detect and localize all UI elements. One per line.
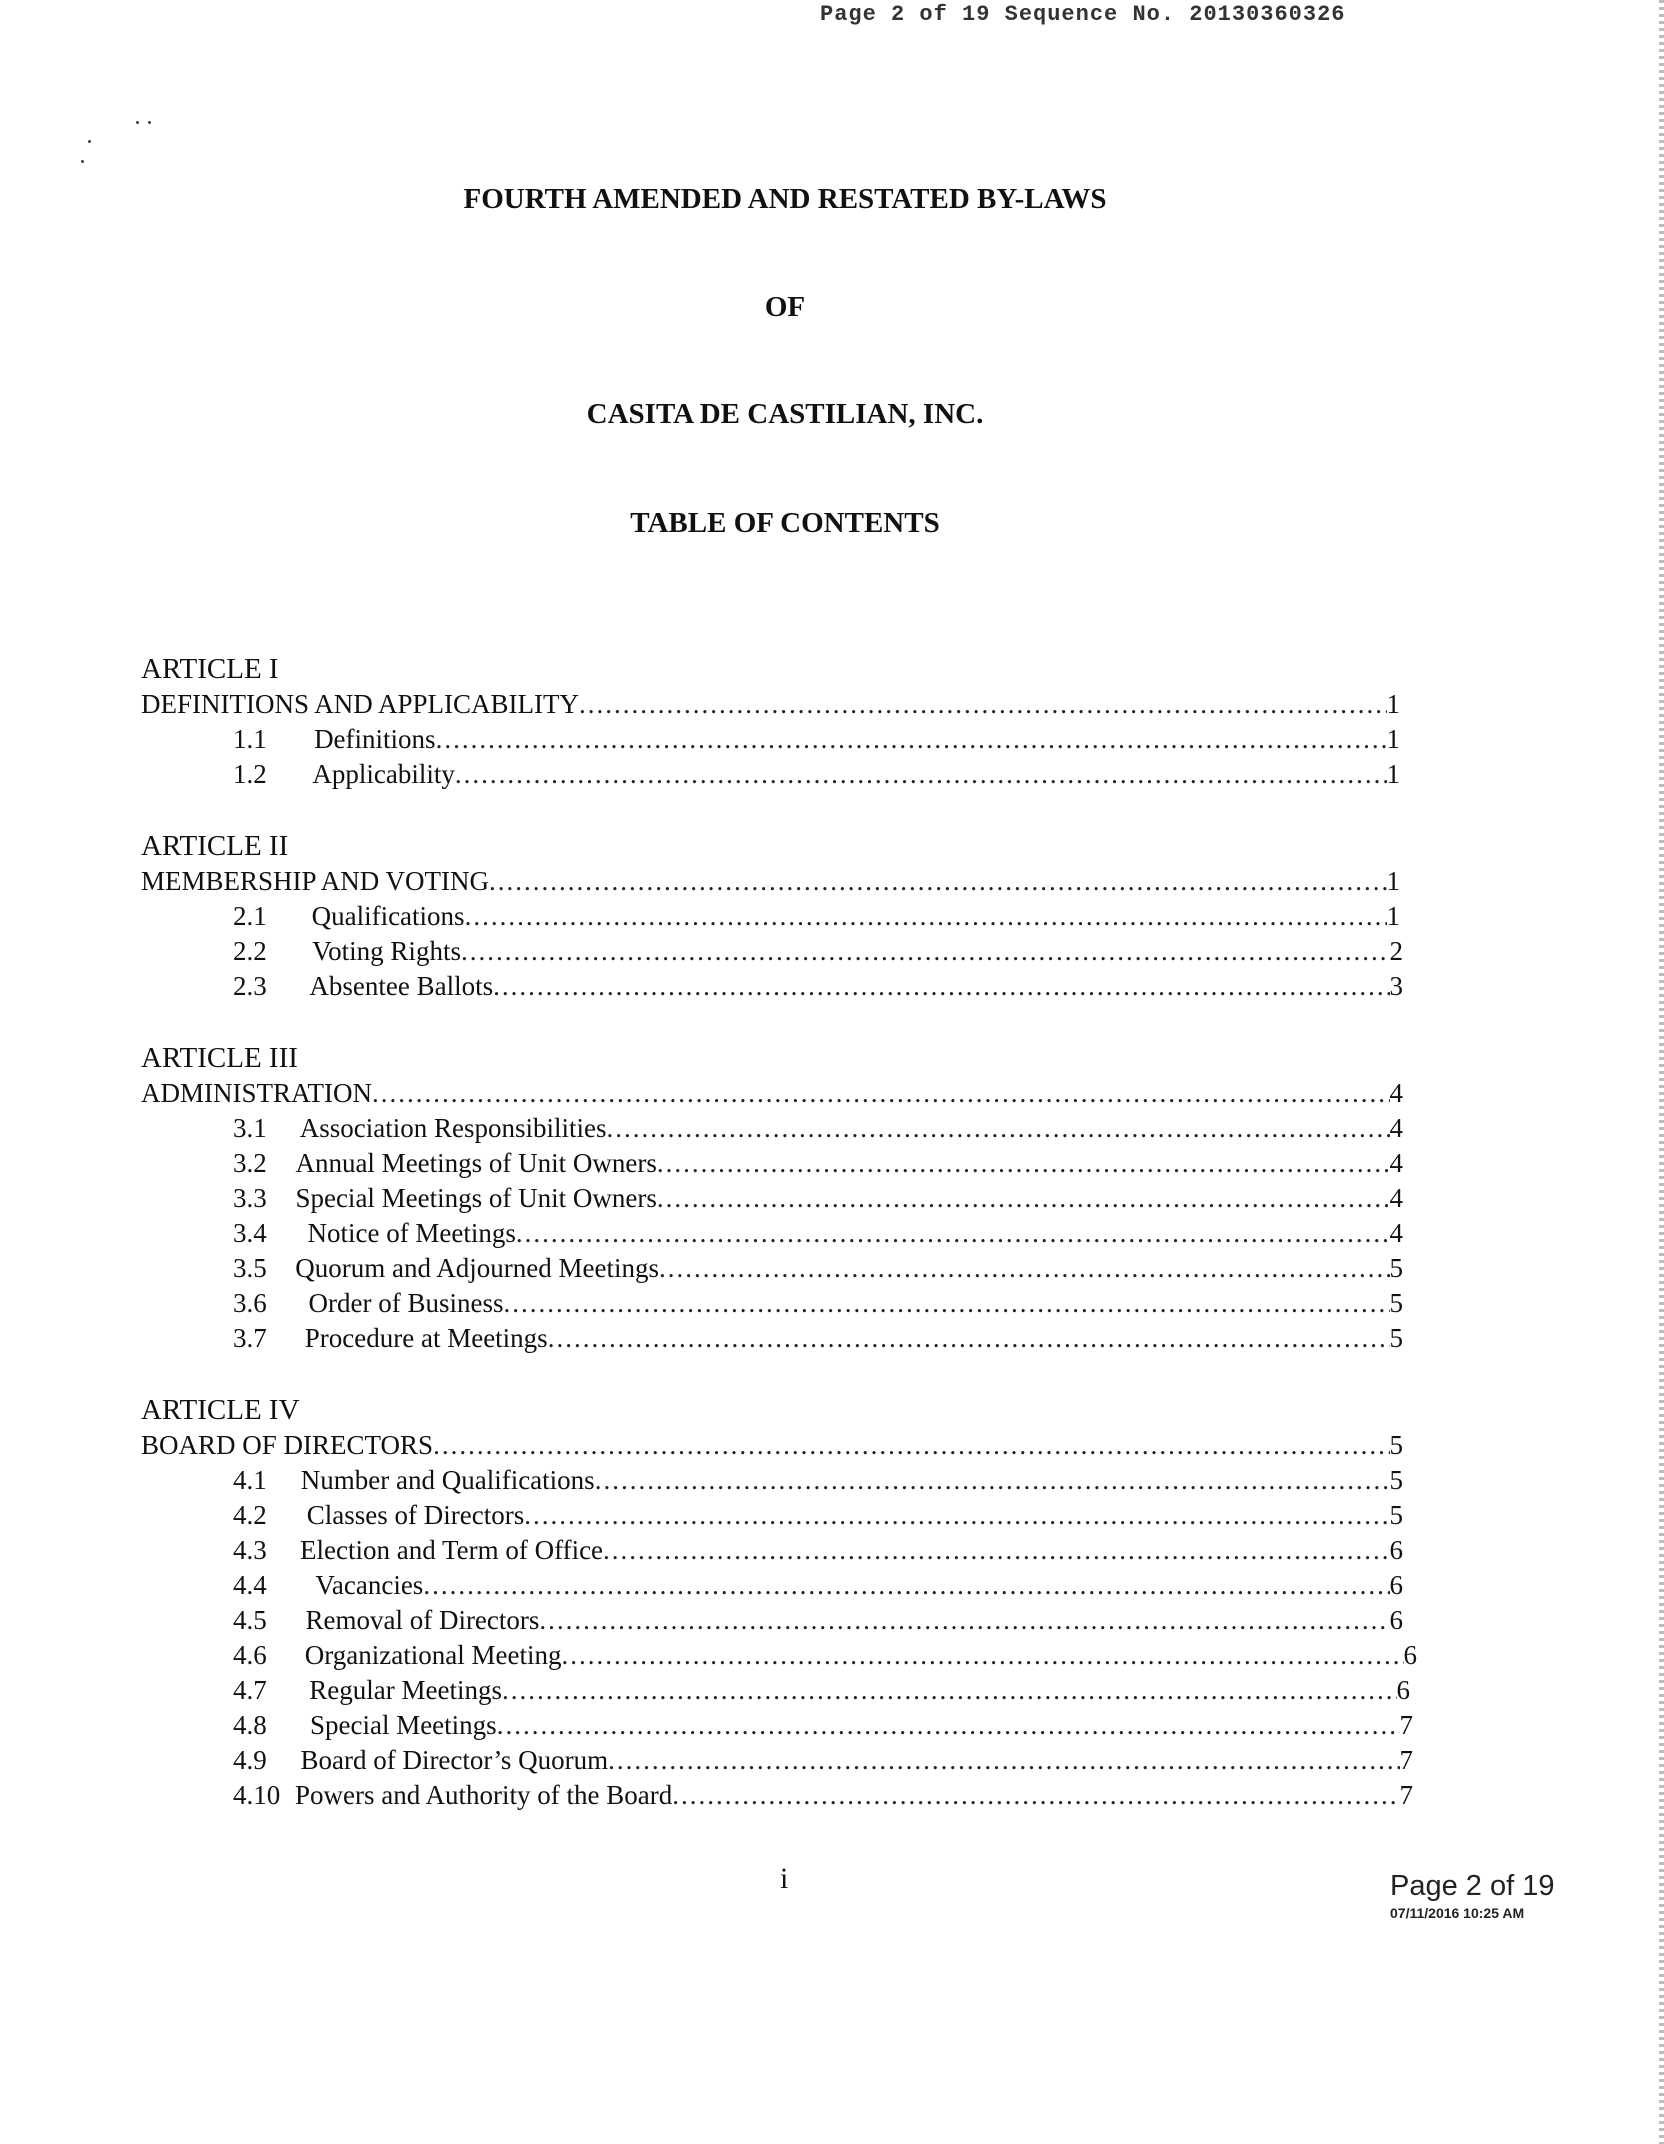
dot-leader xyxy=(548,1323,1390,1354)
toc-entry-title: Board of Director’s Quorum xyxy=(300,1745,609,1775)
section-number: 4.4 xyxy=(233,1570,267,1600)
toc-entry-title: MEMBERSHIP AND VOTING xyxy=(141,866,490,896)
toc-page-number: 6 xyxy=(1389,1605,1403,1635)
toc-entry-title: Removal of Directors xyxy=(305,1605,540,1635)
toc-page-number: 4 xyxy=(1389,1113,1403,1143)
toc-entry-title: DEFINITIONS AND APPLICABILITY xyxy=(141,689,579,719)
dot-leader xyxy=(502,1675,1397,1706)
section-number: 4.8 xyxy=(233,1710,267,1740)
dot-leader xyxy=(423,1570,1389,1601)
toc-entry-title: Qualifications xyxy=(311,901,465,931)
toc-section-row[interactable] xyxy=(233,1253,1403,1287)
toc-entry-title: Vacancies xyxy=(315,1570,424,1600)
toc-entry-title: Association Responsibilities xyxy=(299,1113,607,1143)
section-number: 4.1 xyxy=(233,1465,267,1495)
toc-section-row[interactable] xyxy=(233,1605,1403,1639)
dot-leader xyxy=(672,1780,1399,1811)
toc-section-row[interactable] xyxy=(233,1780,1413,1814)
dot-leader xyxy=(461,936,1390,967)
toc-entry-title: Annual Meetings of Unit Owners xyxy=(295,1148,657,1178)
toc-section-row[interactable] xyxy=(233,1535,1403,1569)
toc-page-number: 5 xyxy=(1389,1253,1403,1283)
toc-page-number: 1 xyxy=(1386,724,1400,754)
section-number: 4.9 xyxy=(233,1745,267,1775)
toc-section-row[interactable] xyxy=(233,1113,1403,1147)
toc-entry-title: Number and Qualifications xyxy=(300,1465,595,1495)
toc-entry-title: Procedure at Meetings xyxy=(304,1323,548,1353)
toc-section-row[interactable] xyxy=(233,1183,1403,1217)
toc-entry-title: ADMINISTRATION xyxy=(141,1078,372,1108)
toc-page-number: 5 xyxy=(1389,1500,1403,1530)
section-number: 3.5 xyxy=(233,1253,267,1283)
toc-page-number: 5 xyxy=(1389,1288,1403,1318)
toc-entry-title: Powers and Authority of the Board xyxy=(295,1780,673,1810)
toc-entry-title: Classes of Directors xyxy=(306,1500,525,1530)
section-number: 3.7 xyxy=(233,1323,267,1353)
document-title: FOURTH AMENDED AND RESTATED BY-LAWS xyxy=(463,183,1107,215)
section-number: 3.4 xyxy=(233,1218,267,1248)
toc-page-number: 7 xyxy=(1399,1745,1413,1775)
toc-page-number: 4 xyxy=(1389,1078,1403,1108)
article-label: ARTICLE III xyxy=(141,1042,298,1074)
scan-speck xyxy=(136,121,139,124)
section-number: 4.10 xyxy=(233,1780,281,1810)
dot-leader xyxy=(657,1148,1390,1179)
dot-leader xyxy=(595,1465,1390,1496)
toc-entry-title: Applicability xyxy=(312,759,455,789)
sequence-header: Page 2 of 19 Sequence No. 20130360326 xyxy=(820,2,1346,27)
toc-page-number: 7 xyxy=(1399,1710,1413,1740)
toc-page-number: 5 xyxy=(1389,1465,1403,1495)
section-number: 4.7 xyxy=(233,1675,267,1705)
toc-entry-title: Regular Meetings xyxy=(309,1675,502,1705)
toc-section-row[interactable] xyxy=(233,1465,1403,1499)
toc-page-number: 1 xyxy=(1386,689,1400,719)
dot-leader xyxy=(539,1605,1389,1636)
toc-page-number: 6 xyxy=(1389,1535,1403,1565)
toc-page-number: 5 xyxy=(1389,1430,1403,1460)
toc-page-number: 4 xyxy=(1389,1148,1403,1178)
toc-section-row[interactable] xyxy=(233,1148,1403,1182)
dot-leader xyxy=(455,759,1387,790)
scan-speck xyxy=(148,121,151,124)
toc-heading: TABLE OF CONTENTS xyxy=(630,507,940,539)
toc-page-number: 3 xyxy=(1389,971,1403,1001)
dot-leader xyxy=(607,1113,1390,1144)
section-number: 1.2 xyxy=(233,759,267,789)
toc-article-row[interactable] xyxy=(141,689,1400,723)
date-stamp-text: 07/11/2016 10:25 AM xyxy=(1390,1905,1525,1921)
toc-page-number: 2 xyxy=(1389,936,1403,966)
dot-leader xyxy=(493,971,1389,1002)
toc-page-number: 1 xyxy=(1386,901,1400,931)
toc-entry-title: Special Meetings xyxy=(309,1710,497,1740)
toc-page-number: 7 xyxy=(1399,1780,1413,1810)
scan-speck xyxy=(88,140,91,143)
toc-section-row[interactable] xyxy=(233,724,1400,758)
page-stamp-text: Page 2 of 19 xyxy=(1390,1870,1555,1902)
dot-leader xyxy=(608,1745,1399,1776)
article-label: ARTICLE II xyxy=(141,830,289,862)
toc-section-row[interactable] xyxy=(233,1710,1413,1744)
toc-page-number: 5 xyxy=(1389,1323,1403,1353)
toc-section-row[interactable] xyxy=(233,1640,1417,1674)
toc-page-number: 6 xyxy=(1396,1675,1410,1705)
toc-entry-title: Definitions xyxy=(314,724,436,754)
dot-leader xyxy=(516,1218,1390,1249)
toc-section-row[interactable] xyxy=(233,971,1403,1005)
dot-leader xyxy=(497,1710,1400,1741)
toc-entry-title: Order of Business xyxy=(308,1288,504,1318)
toc-page-number: 4 xyxy=(1389,1218,1403,1248)
dot-leader xyxy=(603,1535,1389,1566)
dot-leader xyxy=(579,689,1387,720)
article-label: ARTICLE IV xyxy=(141,1394,300,1426)
section-number: 2.2 xyxy=(233,936,267,966)
article-label: ARTICLE I xyxy=(141,653,279,685)
toc-section-row[interactable] xyxy=(233,1218,1403,1252)
toc-section-row[interactable] xyxy=(233,1500,1403,1534)
section-number: 2.3 xyxy=(233,971,267,1001)
toc-page-number: 1 xyxy=(1386,866,1400,896)
toc-section-row[interactable] xyxy=(233,1675,1410,1709)
dot-leader xyxy=(489,866,1386,897)
toc-entry-title: Notice of Meetings xyxy=(307,1218,516,1248)
scan-speck xyxy=(81,160,84,163)
dot-leader xyxy=(465,901,1387,932)
dot-leader xyxy=(372,1078,1390,1109)
toc-section-row[interactable] xyxy=(233,1570,1403,1604)
toc-section-row[interactable] xyxy=(233,1288,1403,1322)
toc-entry-title: Special Meetings of Unit Owners xyxy=(295,1183,657,1213)
toc-section-row[interactable] xyxy=(233,901,1400,935)
dot-leader xyxy=(561,1640,1403,1671)
toc-entry-title: Voting Rights xyxy=(312,936,461,966)
toc-page-number: 6 xyxy=(1389,1570,1403,1600)
toc-entry-title: Organizational Meeting xyxy=(304,1640,562,1670)
section-number: 3.3 xyxy=(233,1183,267,1213)
page-folio: i xyxy=(780,1862,789,1895)
section-number: 3.6 xyxy=(233,1288,267,1318)
dot-leader xyxy=(433,1430,1389,1461)
toc-section-row[interactable] xyxy=(233,936,1403,970)
section-number: 3.2 xyxy=(233,1148,267,1178)
section-number: 4.5 xyxy=(233,1605,267,1635)
toc-page-number: 6 xyxy=(1403,1640,1417,1670)
page-stamp xyxy=(1390,1870,1554,1921)
section-number: 1.1 xyxy=(233,724,267,754)
toc-page-number: 1 xyxy=(1386,759,1400,789)
dot-leader xyxy=(524,1500,1389,1531)
toc-section-row[interactable] xyxy=(233,1745,1413,1779)
toc-article-row[interactable] xyxy=(141,866,1400,900)
scan-edge xyxy=(1659,0,1664,2144)
toc-article-row[interactable] xyxy=(141,1078,1403,1112)
toc-entry-title: Absentee Ballots xyxy=(309,971,494,1001)
dot-leader xyxy=(504,1288,1390,1319)
toc-article-row[interactable] xyxy=(141,1430,1403,1464)
dot-leader xyxy=(659,1253,1390,1284)
toc-entry-title: Election and Term of Office xyxy=(300,1535,604,1565)
dot-leader xyxy=(657,1183,1390,1214)
document-title-of: OF xyxy=(764,291,806,323)
section-number: 2.1 xyxy=(233,901,267,931)
section-number: 4.2 xyxy=(233,1500,267,1530)
section-number: 3.1 xyxy=(233,1113,267,1143)
corporation-name: CASITA DE CASTILIAN, INC. xyxy=(586,398,984,430)
toc-page-number: 4 xyxy=(1389,1183,1403,1213)
dot-leader xyxy=(436,724,1387,755)
section-number: 4.6 xyxy=(233,1640,267,1670)
toc-section-row[interactable] xyxy=(233,759,1400,793)
toc-entry-title: Quorum and Adjourned Meetings xyxy=(295,1253,659,1283)
toc-section-row[interactable] xyxy=(233,1323,1403,1357)
toc-entry-title: BOARD OF DIRECTORS xyxy=(141,1430,434,1460)
section-number: 4.3 xyxy=(233,1535,267,1565)
